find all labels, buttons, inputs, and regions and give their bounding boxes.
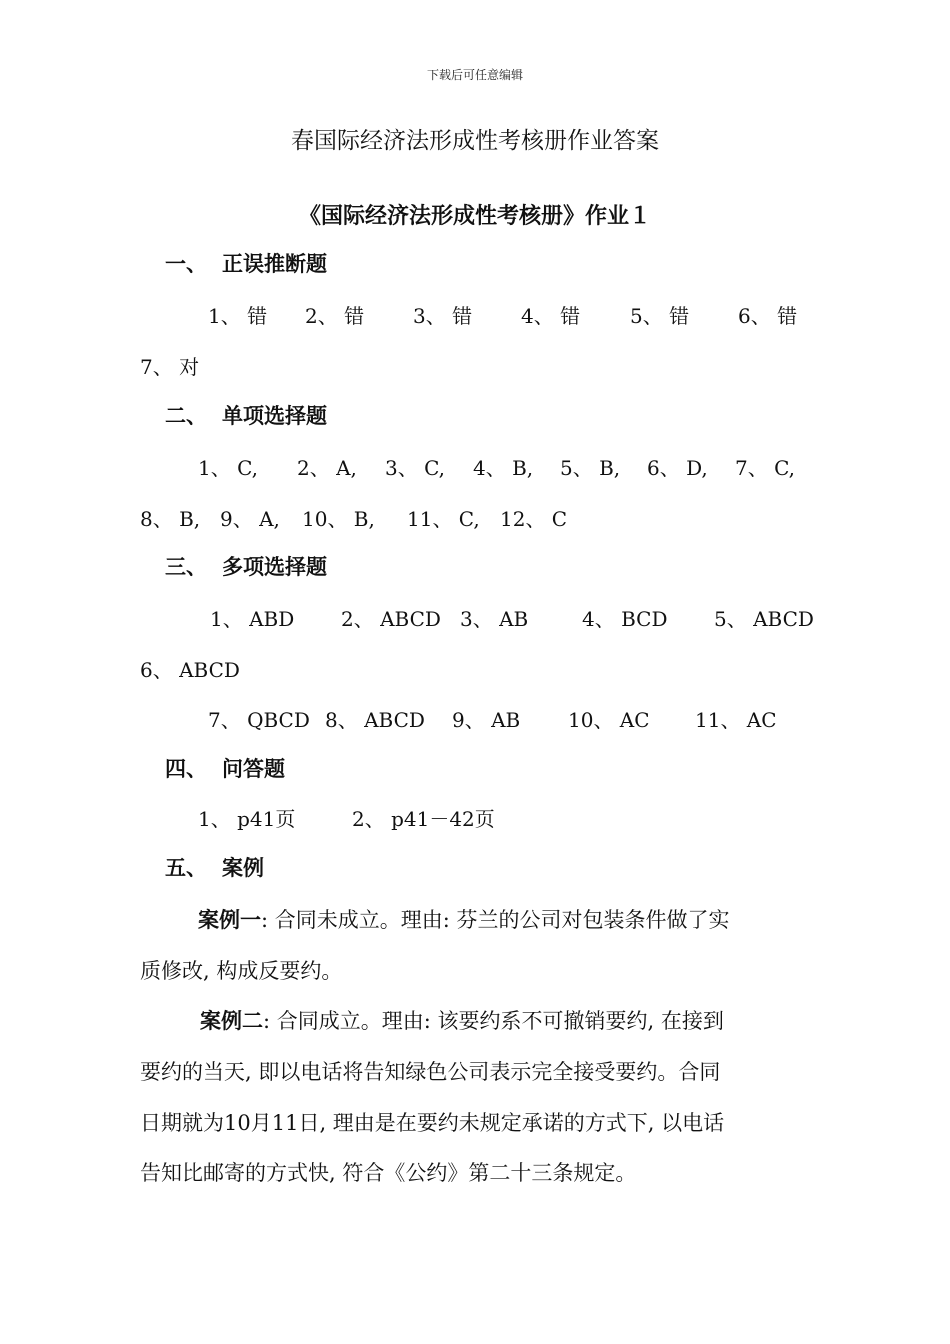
document-title: 春国际经济法形成性考核册作业答案 (291, 128, 659, 154)
section-title: 正误推断题 (222, 251, 327, 276)
case2-text: : 合同成立。理由: 该要约系不可撤销要约, 在接到 (263, 1009, 724, 1033)
answer-item: 4、 B, (473, 456, 534, 480)
document-subtitle: 《国际经济法形成性考核册》作业１ (298, 203, 651, 229)
answer-item: 3、 错 (413, 304, 473, 328)
answer-item: 2、 p41－42页 (352, 807, 495, 831)
answer-item: 1、 错 (208, 304, 268, 328)
case2-label: 案例二 (200, 1008, 263, 1033)
section-title: 案例 (222, 855, 264, 880)
answer-item: 6、 D, (647, 456, 708, 480)
answer-item: 1、 C, (198, 456, 259, 480)
answer-item: 5、 ABCD (714, 607, 814, 631)
case2-paragraph-line: 要约的当天, 即以电话将告知绿色公司表示完全接受要约。合同 (140, 1060, 721, 1084)
answer-item: 7、 QBCD (208, 708, 310, 732)
answer-item: 6、 错 (738, 304, 798, 328)
answer-item: 8、 ABCD (325, 708, 425, 732)
case1-text: : 合同未成立。理由: 芬兰的公司对包装条件做了实 (261, 908, 730, 932)
case2-paragraph-line: 日期就为10月11日, 理由是在要约未规定承诺的方式下, 以电话 (140, 1111, 725, 1135)
answer-item: 3、 C, (385, 456, 446, 480)
section-number: 三、 (165, 554, 207, 579)
answer-item: 9、 AB (452, 708, 521, 732)
case1-label: 案例一 (198, 907, 261, 932)
answer-item: 2、 A, (297, 456, 357, 480)
answer-item: 11、 AC (695, 708, 777, 732)
section-heading-5 (165, 852, 264, 882)
answer-item: 8、 B, (140, 507, 201, 531)
answer-item: 1、 p41页 (198, 807, 296, 831)
answer-item: 7、 对 (140, 355, 200, 379)
answer-item: 5、 B, (560, 456, 621, 480)
answer-item: 6、 ABCD (140, 658, 240, 682)
answer-item: 2、 错 (305, 304, 365, 328)
answer-item: 5、 错 (630, 304, 690, 328)
section-heading-3 (165, 551, 327, 581)
case2-paragraph-line: 告知比邮寄的方式快, 符合《公约》第二十三条规定。 (140, 1161, 637, 1185)
section-title: 问答题 (222, 756, 285, 781)
answer-item: 7、 C, (735, 456, 796, 480)
section-number: 二、 (165, 403, 207, 428)
section-heading-1 (165, 248, 327, 278)
answer-item: 10、 B, (302, 507, 375, 531)
answer-item: 3、 AB (460, 607, 529, 631)
section-number: 一、 (165, 251, 207, 276)
page-header: 下载后可任意编辑 (426, 68, 523, 82)
case1-paragraph-line (198, 904, 730, 934)
case2-paragraph-line (200, 1005, 724, 1035)
case1-paragraph-line: 质修改, 构成反要约。 (140, 959, 343, 983)
answer-item: 9、 A, (220, 507, 280, 531)
answer-item: 1、 ABD (210, 607, 295, 631)
answer-item: 12、 C (500, 507, 568, 531)
section-number: 五、 (165, 855, 207, 880)
answer-item: 2、 ABCD (341, 607, 441, 631)
answer-item: 4、 BCD (582, 607, 668, 631)
answer-item: 4、 错 (521, 304, 581, 328)
answer-item: 10、 AC (568, 708, 650, 732)
section-number: 四、 (165, 756, 207, 781)
section-title: 单项选择题 (222, 403, 327, 428)
section-heading-2 (165, 400, 327, 430)
section-heading-4 (165, 753, 285, 783)
section-title: 多项选择题 (222, 554, 327, 579)
answer-item: 11、 C, (407, 507, 480, 531)
